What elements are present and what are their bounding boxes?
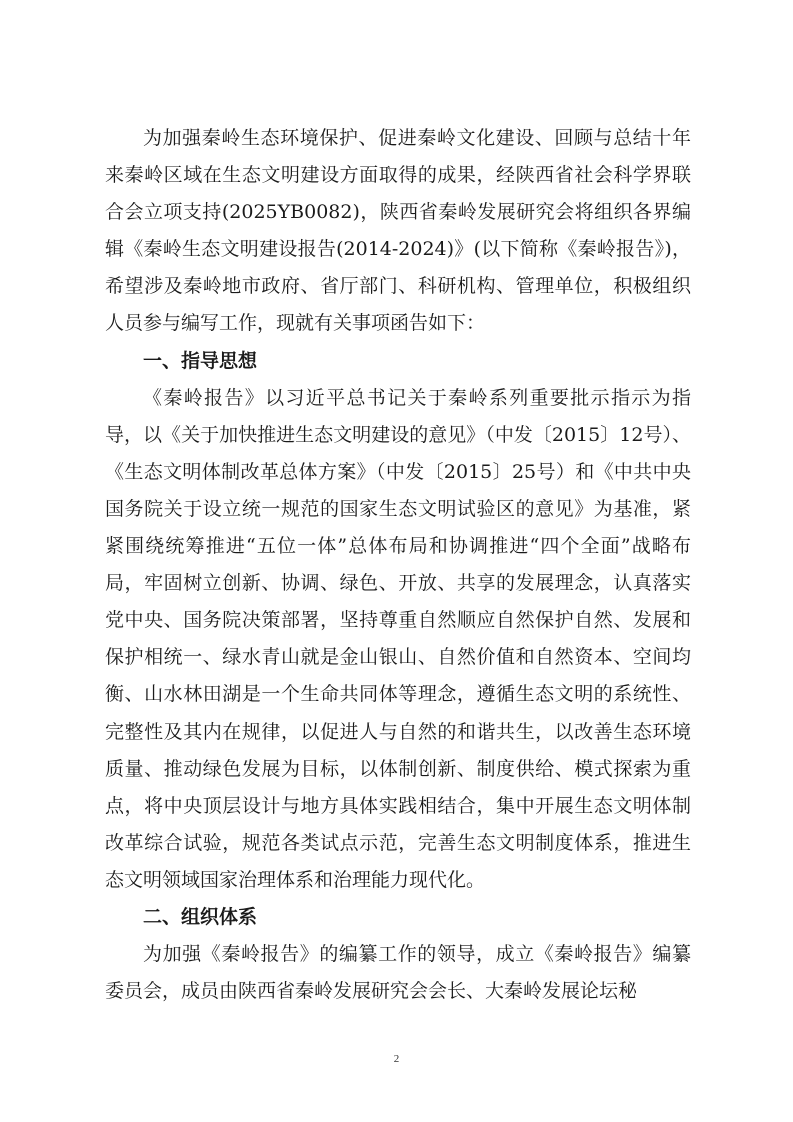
page-number: 2 <box>393 1053 400 1065</box>
organization-paragraph: 为加强《秦岭报告》的编纂工作的领导，成立《秦岭报告》编纂委员会，成员由陕西省秦岭发展研究会会长、大秦岭发展论坛秘 <box>105 943 691 1003</box>
section-heading-organization: 二、组织体系 <box>143 905 258 928</box>
document-body <box>105 120 691 1010</box>
section-heading-guiding-ideology: 一、指导思想 <box>143 349 258 372</box>
guiding-ideology-paragraph: 《秦岭报告》以习近平总书记关于秦岭系列重要批示指示为指导，以《关于加快推进生态文明建设的意见》（中发〔2015〕12号）、《生态文明体制改革总体方案》（中发〔2015〕25号）和《中共中央国务院关于设立统一规范的国家生态文明试验区的意见》为基准，紧紧围绕统筹推进“五位一体”总体布局和协调推进“四个全面”战略布局，牢固树立创新、协调、绿色、开放、共享的发展理念，认真落实党中央、国务院决策部署，坚持尊重自然顺应自然保护自然、发展和保护相统一、绿水青山就是金山银山、自然价值和自然资本、空间均衡、山水林田湖是一个生命共同体等理念，遵循生态文明的系统性、完整性及其内在规律，以促进人与自然的和谐共生，以改善生态环境质量、推动绿色发展为目标，以体制创新、制度供给、模式探索为重点，将中央顶层设计与地方具体实践相结合，集中开展生态文明体制改革综合试验，规范各类试点示范，完善生态文明制度体系，推进生态文明领域国家治理体系和治理能力现代化。 <box>105 386 691 891</box>
intro-paragraph: 为加强秦岭生态环境保护、促进秦岭文化建设、回顾与总结十年来秦岭区域在生态文明建设方面取得的成果，经陕西省社会科学界联合会立项支持(2025YB0082)，陕西省秦岭发展研究会将组织各界编辑《秦岭生态文明建设报告(2014-2024)》(以下简称《秦岭报告》)，希望涉及秦岭地市政府、省厅部门、科研机构、管理单位，积极组织人员参与编写工作，现就有关事项函告如下： <box>105 127 691 335</box>
